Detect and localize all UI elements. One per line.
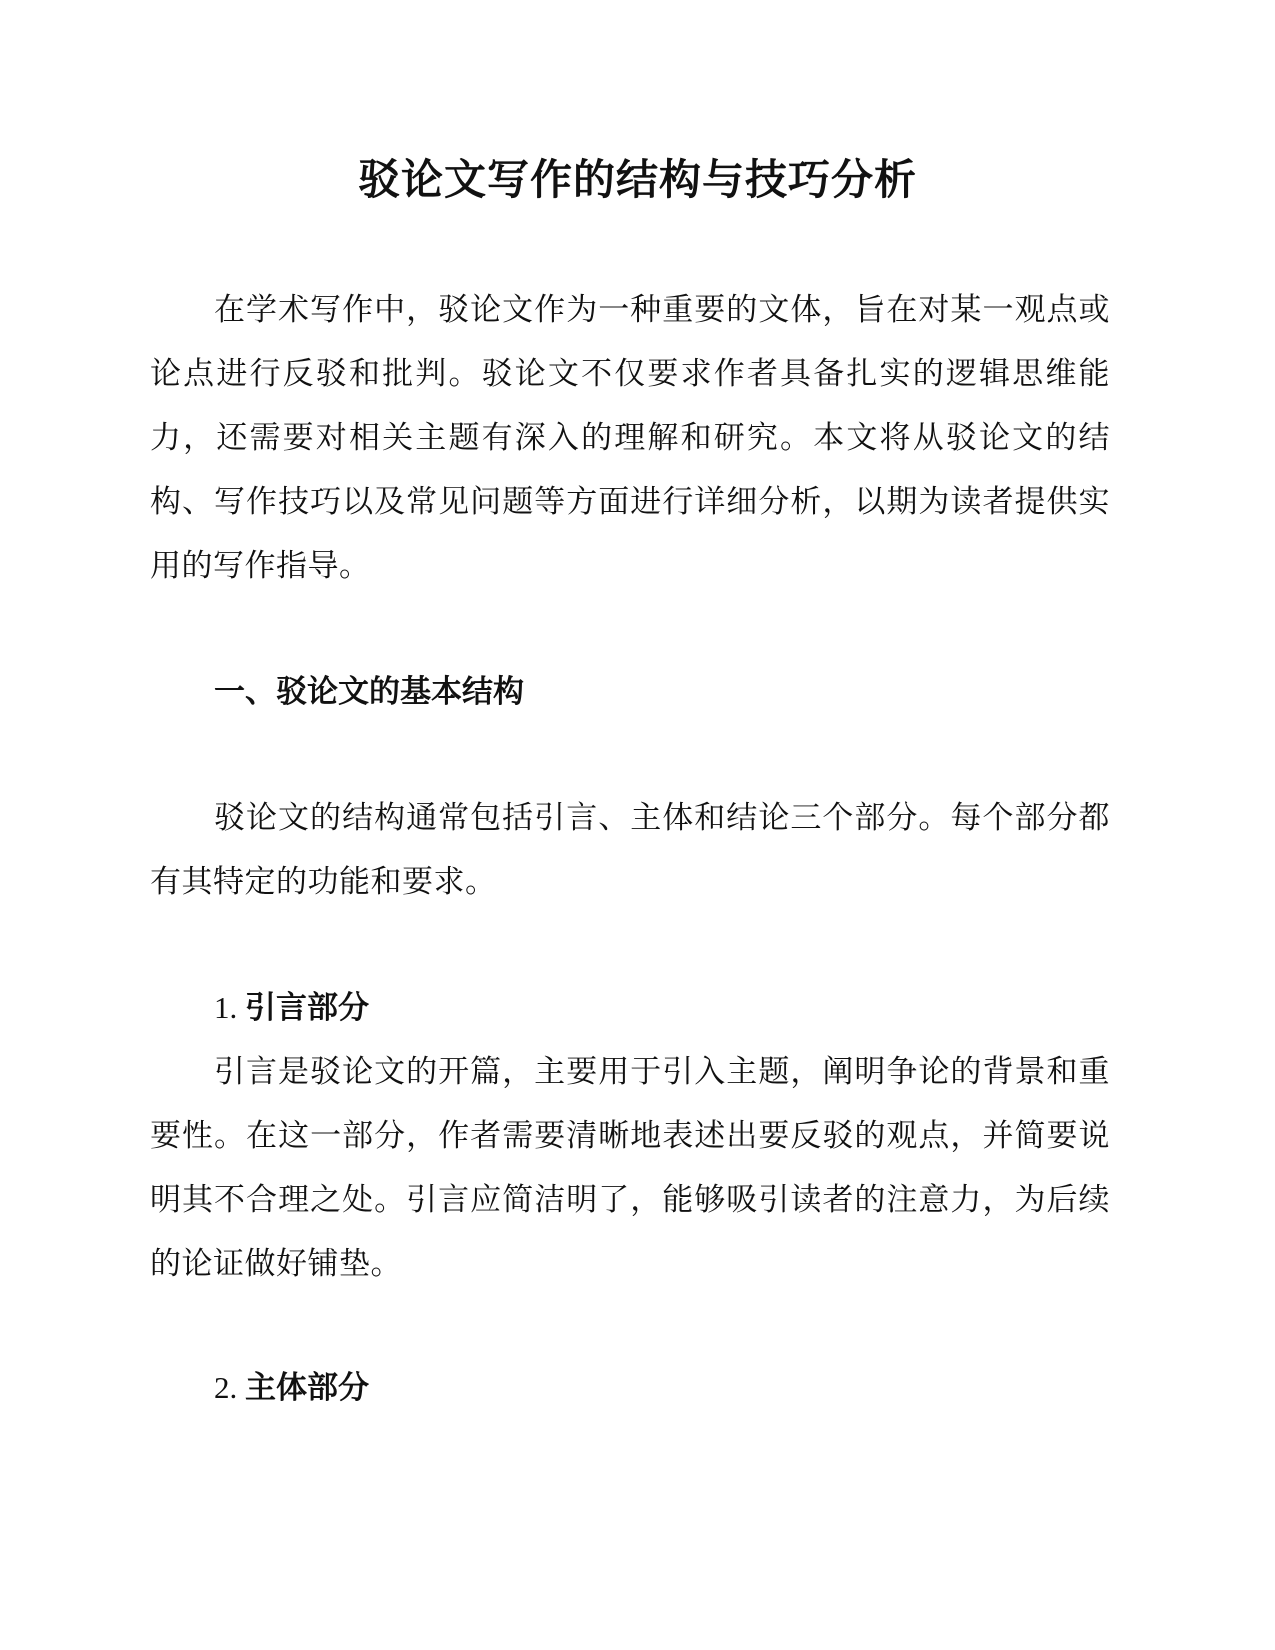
subsection-number: 1. — [214, 990, 245, 1025]
subsection-heading-introduction — [214, 976, 369, 1040]
section-heading-basic-structure: 一、驳论文的基本结构 — [214, 674, 524, 710]
subsection-heading-body — [214, 1356, 369, 1420]
document-title: 驳论文写作的结构与技巧分析 — [357, 155, 917, 204]
intro-paragraph: 在学术写作中，驳论文作为一种重要的文体，旨在对某一观点或论点进行反驳和批判。驳论文不仅要求作者具备扎实的逻辑思维能力，还需要对相关主题有深入的理解和研究。本文将从驳论文的结构、写作技巧以及常见问题等方面进行详细分析，以期为读者提供实用的写作指导。 — [150, 292, 1110, 584]
subsection-paragraph-introduction: 引言是驳论文的开篇，主要用于引入主题，阐明争论的背景和重要性。在这一部分，作者需要清晰地表述出要反驳的观点，并简要说明其不合理之处。引言应简洁明了，能够吸引读者的注意力，为后续的论证做好铺垫。 — [150, 1054, 1110, 1282]
subsection-title: 主体部分 — [245, 1370, 369, 1406]
subsection-title: 引言部分 — [245, 990, 369, 1026]
section-paragraph-structure: 驳论文的结构通常包括引言、主体和结论三个部分。每个部分都有其特定的功能和要求。 — [150, 800, 1110, 900]
subsection-number: 2. — [214, 1370, 245, 1405]
